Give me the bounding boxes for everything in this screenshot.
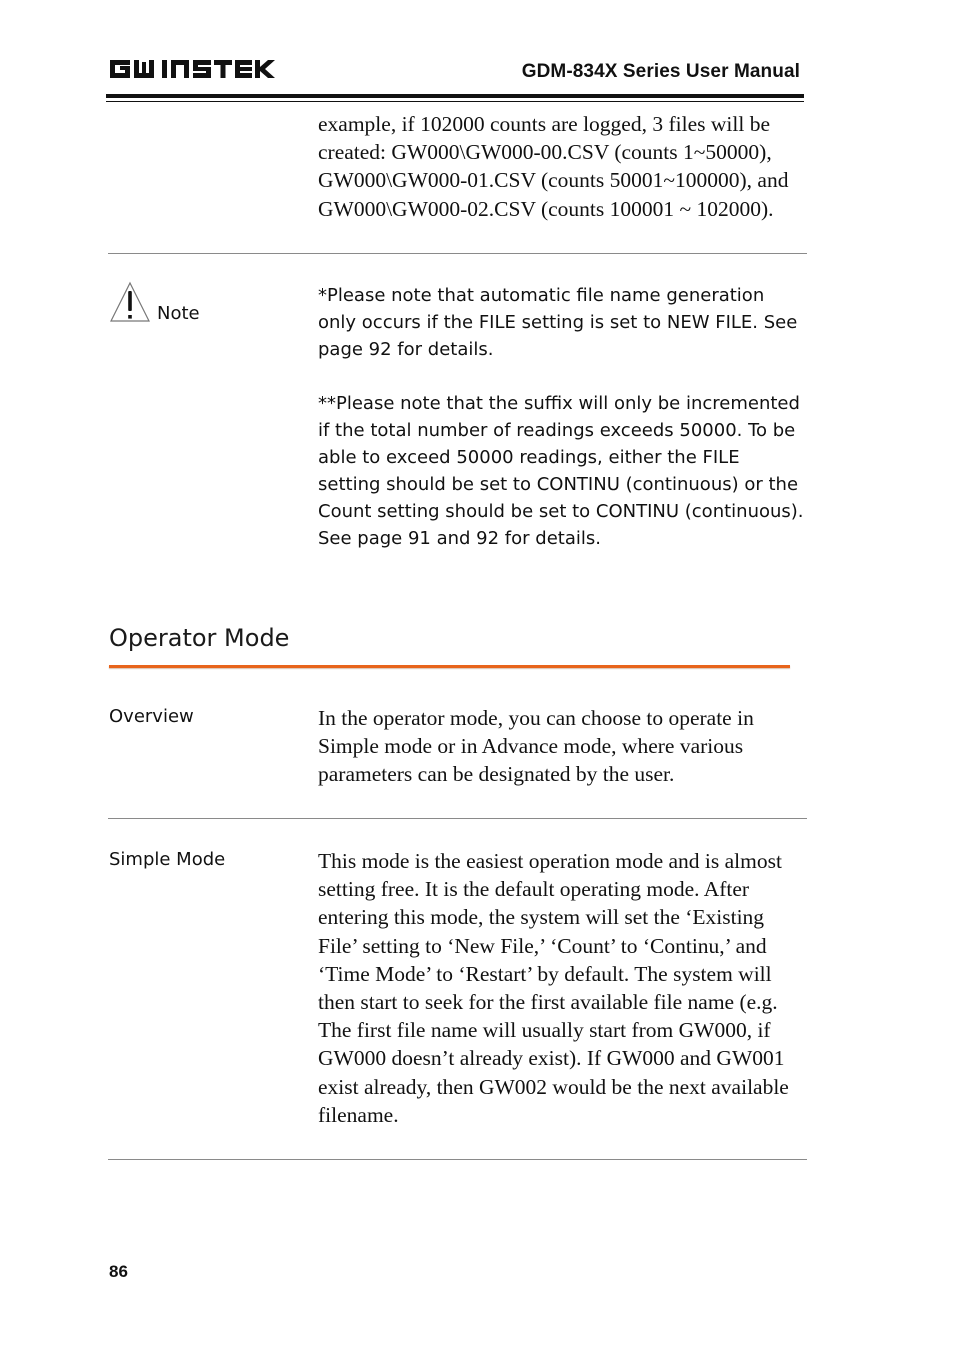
row-divider [108,818,807,819]
row-text-overview: In the operator mode, you can choose to operate in Simple mode or in Advance mode, where various parameters can be designated by the user. [318,706,754,787]
header-rule-thin [106,101,804,102]
row-divider [108,253,807,254]
row-label-overview: Overview [109,706,194,727]
row-divider [108,1159,807,1160]
row-text-simple-mode: This mode is the easiest operation mode and is almost setting free. It is the default operating mode. After entering this mode, the system will set the ‘Existing File’ setting to ‘New File,’ ‘Count’ to ‘Continu,’ and ‘Time Mode’ to ‘Restart’ by default. The system will then start to seek for the first available file name (e.g. The first file name will usually start from GW000, if GW000 doesn’t already exist). If GW000 and GW001 exist already, then GW002 would be the next available filename. [318,849,789,1127]
note-label: Note [157,303,200,324]
note-paragraph-2: **Please note that the suffix will only be incremented if the total number of readings exceeds 50000. To be able to exceed 50000 readings, either the FILE setting should be set to CONTINU (continuous) or the Count setting should be set to CONTINU (continuous). See page 91 and 92 for details. [318,393,804,549]
row-label-simple-mode: Simple Mode [109,849,226,870]
gw-instek-logo [108,56,280,82]
page-number: 86 [109,1262,128,1281]
note-paragraph-1: *Please note that automatic file name generation only occurs if the FILE setting is set to NEW FILE. See page 92 for details. [318,285,798,360]
warning-icon [109,281,151,323]
manual-title: GDM-834X Series User Manual [521,61,800,82]
header-rule [106,94,804,98]
continuation-paragraph: example, if 102000 counts are logged, 3 files will be created: GW000\GW000-00.CSV (counts 1~50000), GW000\GW000-01.CSV (counts 50001~100000), and GW000\GW000-02.CSV (counts 100001 ~ 102000). [318,112,789,221]
section-underline [109,665,790,668]
section-title: Operator Mode [109,624,290,652]
